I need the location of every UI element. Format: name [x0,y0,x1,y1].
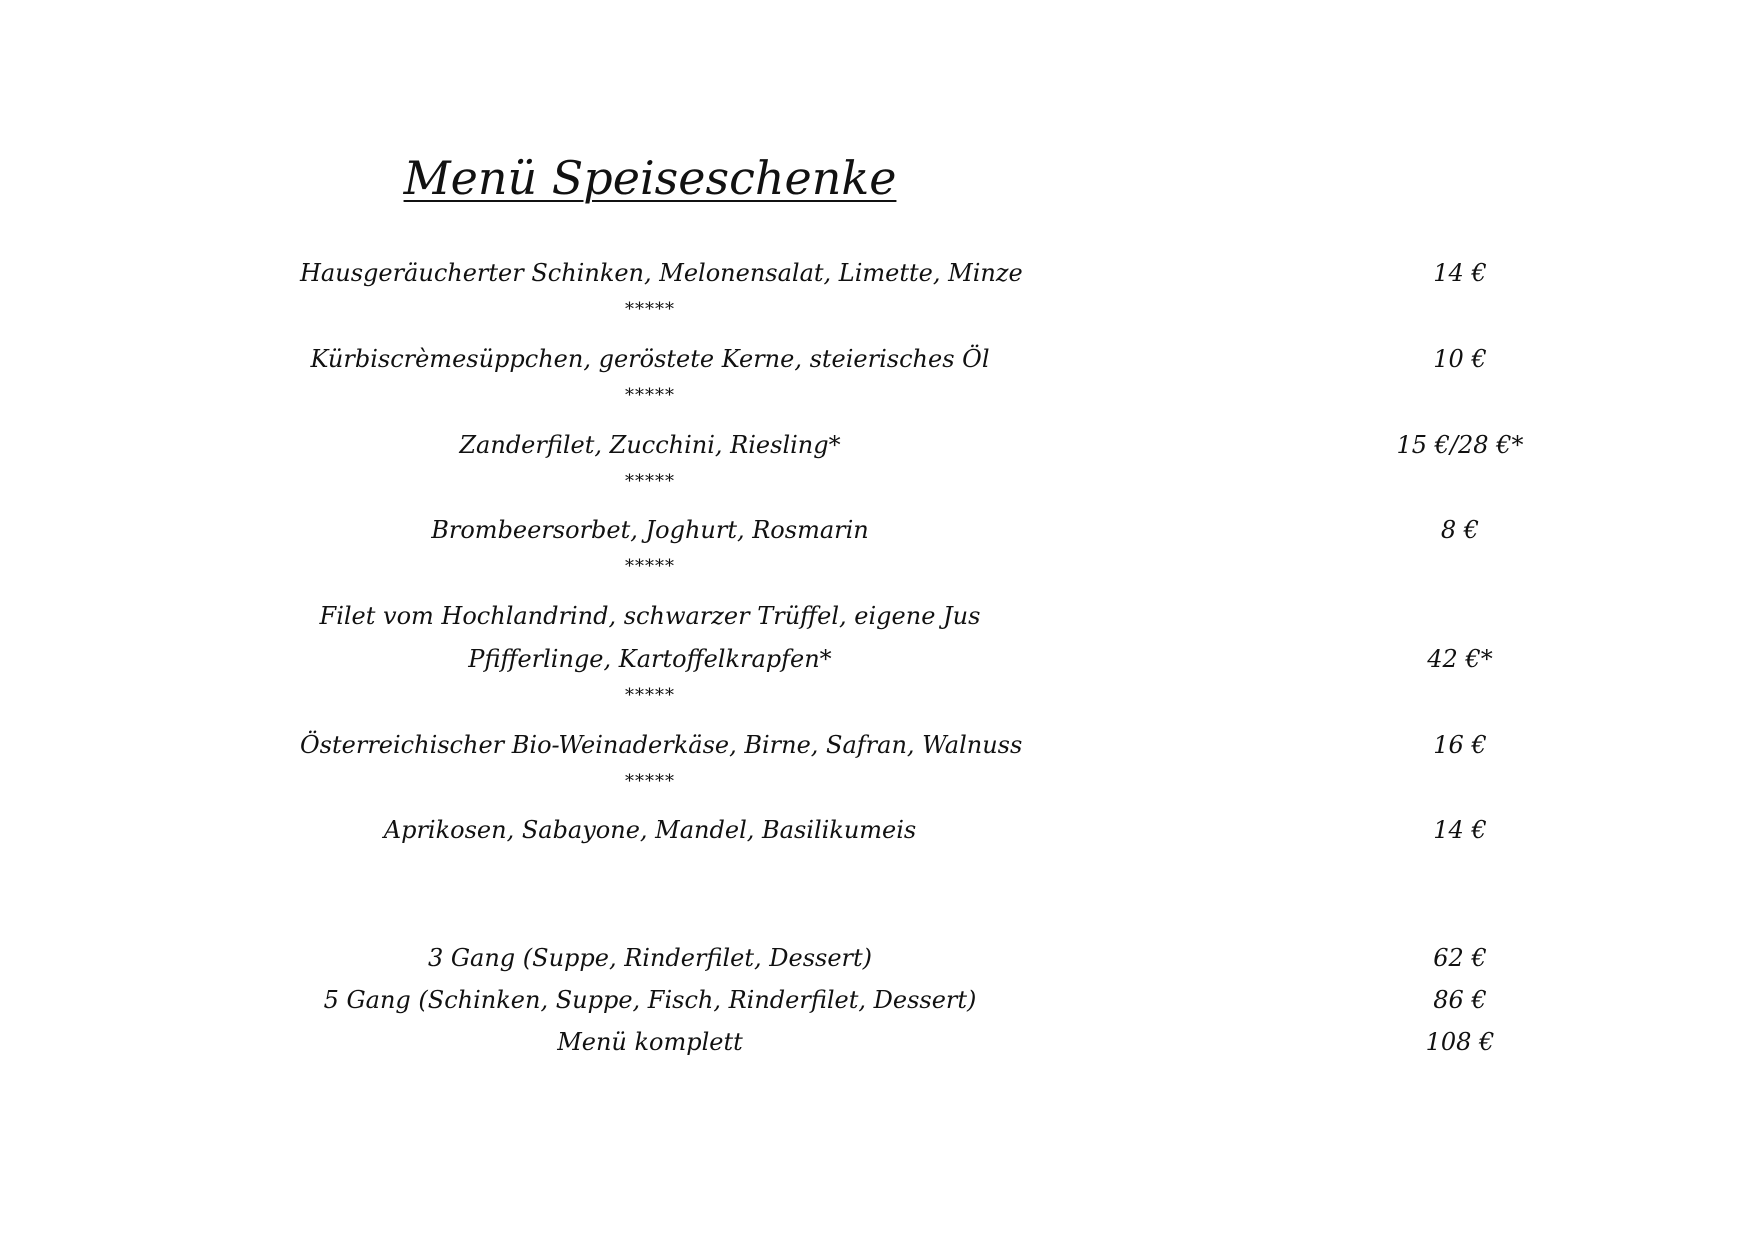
package-3-gang-price: 62 € [1433,944,1487,972]
course-separator-1: ***** [625,299,675,320]
course-1-price: 14 € [1433,259,1487,287]
course-5-line-1: Filet vom Hochlandrind, schwarzer Trüffel, eigene Jus [319,602,981,630]
course-6-line-1: Österreichischer Bio-Weinaderkäse, Birne, Safran, Walnuss [300,731,1023,759]
menu-title: Menü Speiseschenke [403,151,897,205]
course-4-price: 8 € [1440,516,1480,544]
course-2-line-1: Kürbiscrèmesüppchen, geröstete Kerne, steierisches Öl [310,345,990,373]
course-4-line-1: Brombeersorbet, Joghurt, Rosmarin [431,516,869,544]
package-3-gang-label: 3 Gang (Suppe, Rinderfilet, Dessert) [427,944,873,972]
course-7-price: 14 € [1433,816,1487,844]
package-komplett-label: Menü komplett [557,1028,743,1056]
course-separator-3: ***** [625,471,675,492]
course-separator-6: ***** [625,771,675,792]
course-1-line-1: Hausgeräucherter Schinken, Melonensalat, Limette, Minze [300,259,1023,287]
package-komplett-price: 108 € [1425,1028,1495,1056]
course-separator-2: ***** [625,385,675,406]
package-5-gang-label: 5 Gang (Schinken, Suppe, Fisch, Rinderfilet, Dessert) [323,986,977,1014]
course-separator-5: ***** [625,685,675,706]
course-separator-4: ***** [625,556,675,577]
course-5-line-2: Pfifferlinge, Kartoffelkrapfen* [468,645,832,673]
course-7-line-1: Aprikosen, Sabayone, Mandel, Basilikumeis [383,816,917,844]
package-5-gang-price: 86 € [1433,986,1487,1014]
course-6-price: 16 € [1433,731,1487,759]
course-2-price: 10 € [1433,345,1487,373]
course-3-line-1: Zanderfilet, Zucchini, Riesling* [459,431,841,459]
course-3-price: 15 €/28 €* [1396,431,1524,459]
course-5-price: 42 €* [1427,645,1493,673]
